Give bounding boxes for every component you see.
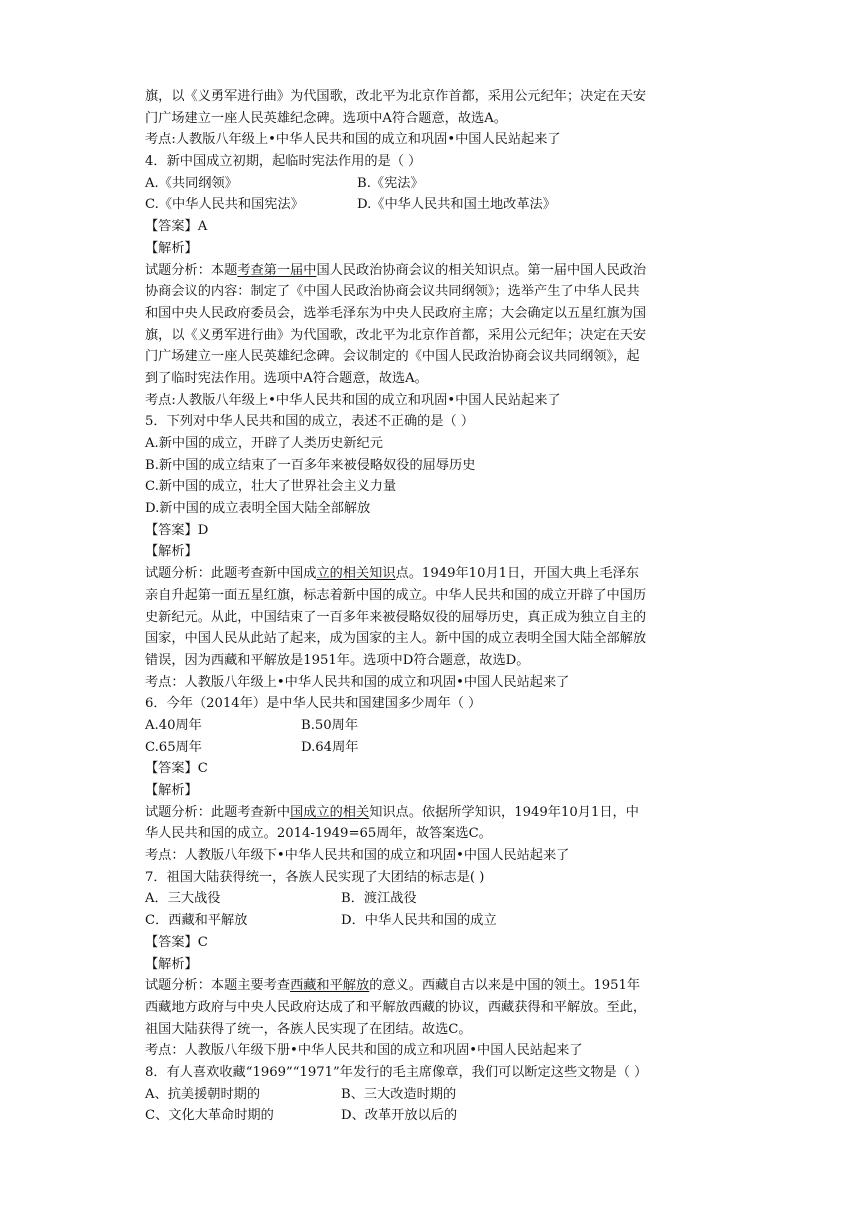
question-5: 5．下列对中华人民共和国的成立，表述不正确的是（ ） — [145, 414, 475, 430]
question-8: 8．有人喜欢收藏“1969”“1971”年发行的毛主席像章，我们可以断定这些文物是（ ） — [145, 1064, 648, 1080]
options-row — [145, 737, 717, 759]
analysis-line: 试题分析：此题考查新中国成立的相关知识点。依据所学知识，1949年10月1日，中 — [145, 804, 639, 820]
option-d: D.64周年 — [301, 739, 359, 755]
question-6: 6．今年（2014年）是中华人民共和国建国多少周年（ ） — [145, 696, 482, 712]
option-d: D.新中国的成立表明全国大陆全部解放 — [145, 501, 371, 517]
options-row — [145, 715, 717, 737]
kaodian: 考点：人教版八年级下册•中华人民共和国的成立和巩固•中国人民站起来了 — [145, 1043, 583, 1059]
options-row — [145, 1084, 717, 1106]
option-d: D．中华人民共和国的成立 — [341, 913, 497, 929]
options-row — [145, 888, 717, 910]
option-d: D.《中华人民共和国土地改革法》 — [357, 197, 556, 213]
analysis-label: 【解析】 — [145, 783, 198, 798]
analysis-line: 协商会议的内容：制定了《中国人民政治协商会议共同纲领》；选举产生了中华人民共 — [145, 284, 640, 300]
option-c: C.新中国的成立，壮大了世界社会主义力量 — [145, 479, 397, 495]
analysis-line: 亲自升起第一面五星红旗，标志着新中国的成立。中华人民共和国的成立开辟了中国历 — [145, 587, 647, 603]
kaodian: 考点：人教版八年级上•中华人民共和国的成立和巩固•中国人民站起来了 — [145, 674, 570, 690]
intro-line: 门广场建立一座人民英雄纪念碑。选项中A符合题意，故选A。 — [145, 110, 507, 126]
analysis-line: 旗，以《义勇军进行曲》为代国歌，改北平为北京作首都，采用公元纪年；决定在天安 — [145, 327, 647, 343]
analysis-label: 【解析】 — [145, 956, 198, 972]
option-a: A．三大战役 — [145, 891, 221, 907]
options-row — [145, 1105, 717, 1127]
kaodian: 考点：人教版八年级下•中华人民共和国的成立和巩固•中国人民站起来了 — [145, 848, 570, 864]
analysis-line: 华人民共和国的成立。2014-1949=65周年，故答案选C。 — [145, 826, 492, 842]
option-c: C.《中华人民共和国宪法》 — [145, 197, 304, 213]
option-a: A、抗美援朝时期的 — [145, 1086, 261, 1102]
analysis-label: 【解析】 — [145, 240, 198, 256]
underlined-text: 国成立的相关 — [290, 804, 370, 820]
option-b: B.50周年 — [301, 717, 359, 733]
option-d: D、改革开放以后的 — [341, 1108, 458, 1124]
option-b: B.《宪法》 — [357, 175, 424, 191]
analysis-line: 西藏地方政府与中央人民政府达成了和平解放西藏的协议，西藏获得和平解放。至此， — [145, 999, 647, 1015]
answer: 【答案】D — [145, 522, 209, 538]
options-row — [145, 194, 717, 216]
answer: 【答案】C — [145, 761, 208, 777]
analysis-line: 试题分析：此题考查新中国成立的相关知识点。1949年10月1日，开国大典上毛泽东 — [145, 566, 639, 582]
option-a: A.40周年 — [145, 717, 202, 733]
analysis-line: 试题分析：本题主要考查西藏和平解放的意义。西藏自古以来是中国的领土。1951年 — [145, 978, 641, 994]
analysis-line: 祖国大陆获得了统一，各族人民实现了在团结。故选C。 — [145, 1021, 472, 1037]
analysis-line: 错误，因为西藏和平解放是1951年。选项中D符合题意，故选D。 — [145, 652, 530, 668]
document-page — [145, 86, 717, 1127]
analysis-line: 门广场建立一座人民英雄纪念碑。会议制定的《中国人民政治协商会议共同纲领》，起 — [145, 349, 640, 365]
underlined-text: 考查第一届中 — [237, 262, 317, 278]
analysis-label: 【解析】 — [145, 544, 198, 560]
answer: 【答案】C — [145, 934, 208, 950]
analysis-line: 国家，中国人民从此站了起来，成为国家的主人。新中国的成立表明全国大陆全部解放 — [145, 631, 647, 647]
options-row — [145, 910, 717, 932]
kaodian: 考点:人教版八年级上•中华人民共和国的成立和巩固•中国人民站起来了 — [145, 392, 561, 408]
kaodian: 考点:人教版八年级上•中华人民共和国的成立和巩固•中国人民站起来了 — [145, 132, 561, 148]
underlined-text: 西藏和平解放 — [290, 978, 370, 994]
underlined-text: 立的相关知识 — [316, 566, 396, 582]
option-b: B.新中国的成立结束了一百多年来被侵略奴役的屈辱历史 — [145, 457, 476, 473]
analysis-line: 到了临时宪法作用。选项中A符合题意，故选A。 — [145, 370, 428, 386]
option-b: B、三大改造时期的 — [341, 1086, 457, 1102]
analysis-line: 试题分析：本题考查第一届中国人民政治协商会议的相关知识点。第一届中国人民政治 — [145, 262, 647, 278]
option-a: A.《共同纲领》 — [145, 175, 238, 191]
option-b: B．渡江战役 — [341, 891, 417, 907]
question-4: 4．新中国成立初期，起临时宪法作用的是（ ） — [145, 154, 422, 170]
analysis-line: 史新纪元。从此，中国结束了一百多年来被侵略奴役的屈辱历史，真正成为独立自主的 — [145, 609, 647, 625]
options-row — [145, 173, 717, 195]
option-a: A.新中国的成立，开辟了人类历史新纪元 — [145, 436, 383, 451]
option-c: C、文化大革命时期的 — [145, 1108, 274, 1124]
analysis-line: 和国中央人民政府委员会，选举毛泽东为中央人民政府主席；大会确定以五星红旗为国 — [145, 305, 647, 321]
question-7: 7．祖国大陆获得统一，各族人民实现了大团结的标志是( ) — [145, 869, 485, 885]
option-c: C．西藏和平解放 — [145, 913, 248, 929]
option-c: C.65周年 — [145, 739, 202, 755]
answer: 【答案】A — [145, 219, 208, 235]
intro-line: 旗，以《义勇军进行曲》为代国歌，改北平为北京作首都，采用公元纪年；决定在天安 — [145, 89, 647, 104]
